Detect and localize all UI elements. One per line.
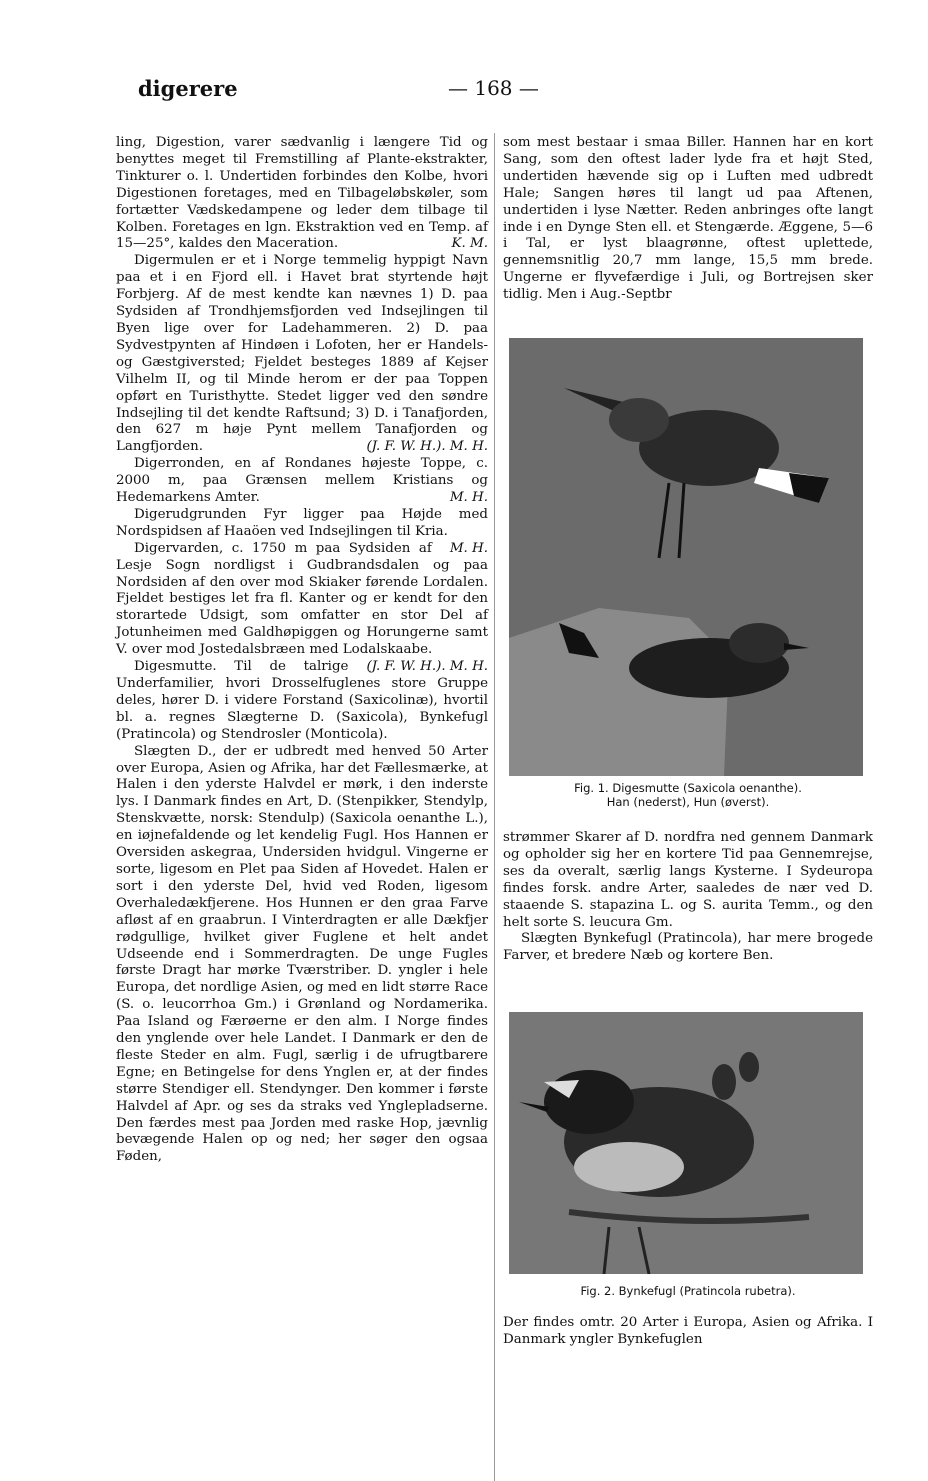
entry-digesmutte-cont: Slægten D., der er udbredt med henved 50 Arter over Europa, Asien og Afrika, har det Fællesmærke, at Halen i den yderste Halvdel er mørk, i den inderste lys. I Danmark findes en Art, D. (Stenpikker, Stendylp, Stenskvætte, norsk: Stendulp) (Saxicola oenanthe L.), en iøjnefaldende og let kendelig Fugl. Hos Hannen er Oversiden askegraa, Undersiden hvidgul. Vingerne er sorte, ligesom en Plet paa Siden af Hovedet. Halen er sort i den yderste Del, hvid ved Roden, ligesom Overhaledækfjerene. Hos Hunnen er den graa Farve afløst af en graabrun. I Vinterdragten er alle Dækfjer rødgullige, hvilket giver Fuglene et helt andet Udseende end i Sommerdragten. De unge Fugles første Dragt har mørke Tværstriber. D. yngler i hele Europa, det nordlige Asien, og med en lidt større Race (S. o. leucorrhoa Gm.) i Grønland og Nordamerika. Paa Island og Færøerne er den alm. I Norge findes den ynglende over hele Landet. I Danmark er den de fleste Steder en alm. Fugl, særlig i de ufrugtbarere Egne; en Betingelse for dens Ynglen er, at der findes større Stendiger ell. Stendynger. Den kommer i første Halvdel af Apr. og ses da straks ved Ynglepladserne. Den færdes mest paa Jorden med raske Hop, jævnlig bevægende Halen op og ned; her søger den ogsaa Føden, [116,743,488,1165]
column-divider [494,133,495,1481]
left-column [116,135,488,1166]
figure-1-caption [503,781,873,809]
entry-digerudgrunden: Digerudgrunden Fyr ligger paa Højde med Nordspidsen af Haaöen ved Indsejlingen til Kria. M. H. [116,506,488,556]
bird-illustration-1 [509,338,863,776]
figure-1-caption-line1: Fig. 1. Digesmutte (Saxicola oenanthe). [574,781,802,795]
right-column-bottom [503,1315,873,1349]
right-para-4: Der findes omtr. 20 Arter i Europa, Asien og Afrika. I Danmark yngler Bynkefuglen [503,1315,873,1347]
right-column [503,135,873,304]
entry-digervarden: Digervarden, c. 1750 m paa Sydsiden af Lesje Sogn nordligst i Gudbrandsdalen og paa Nordsiden af den over mod Skiaker førende Lordalen. Fjeldet bestiges let fra fl. Kanter og er kendt for den storartede Udsigt, som omfatter en stor Del af Jotunheimen med Galdhøpiggen og Horungerne samt V. over mod Jostedalsbræen med Lodalskaabe. (J. F. W. H.). M. H. [116,540,488,675]
entry-digermulen: Digermulen er et i Norge temmelig hyppigt Navn paa et i en Fjord ell. i Havet brat styrtende højt Forbjerg. Af de mest kendte kan nævnes 1) D. paa Sydsiden af Trondhjemsfjorden ved Indsejlingen til Byen lige over for Ladehammeren. 2) D. paa Sydvestpynten af Hindøen i Lofoten, her er Handels- og Gæstgiversted; Fjeldet besteges 1889 af Kejser Vilhelm II, og til Minde herom er der paa Toppen opført en Turisthytte. Stedet ligger ved den søndre Indsejling til det kendte Raftsund; 3) D. i Tanafjorden, den 627 m høje Pynt mellem Tanafjorden og Langfjorden. (J. F. W. H.). M. H. [116,253,488,455]
right-para-1: som mest bestaar i smaa Biller. Hannen har en kort Sang, som den oftest lader lyde fra et højt Sted, undertiden hævende sig op i Luften med udbredt Hale; Sangen høres til langt ud paa Aftenen, undertiden i lyse Nætter. Reden anbringes ofte langt inde i en Dynge Sten ell. et Stengærde. Æggene, 5—6 i Tal, er lyst blaagrønne, oftest uplettede, gennemsnitlig 20,7 mm lange, 15,5 mm brede. Ungerne er flyvefærdige i Juli, og Bortrejsen sker tidlig. Men i Aug.-Septbr [503,135,873,303]
entry-digerronden: Digerronden, en af Rondanes højeste Toppe, c. 2000 m, paa Grænsen mellem Kristians og Hedemarkens Amter. M. H. [116,456,488,506]
bird-illustration-2 [509,1012,863,1274]
figure-2-caption: Fig. 2. Bynkefugl (Pratincola rubetra). [580,1284,796,1298]
right-column-mid [503,830,873,965]
page-header [138,76,868,106]
figure-1-caption-line2: Han (nederst), Hun (øverst). [606,795,770,809]
entry-digesmutte: Digesmutte. Til de talrige Underfamilier, hvori Drosselfuglenes store Gruppe deles, hører D. i videre Forstand (Saxicolinæ), hvortil bl. a. regnes Slægterne D. (Saxicola), Bynkefugl (Pratincola) og Stendrosler (Monticola). [116,659,488,742]
entry-digestion: ling, Digestion, varer sædvanlig i længere Tid og benyttes meget til Fremstilling af Plante-ekstrakter, Tinkturer o. l. Undertiden forbindes den Kolbe, hvori Digestionen foretages, med en Tilbageløbskøler, som fortætter Vædskedampene og leder dem tilbage til Kolben. Foretages en lgn. Ekstraktion ved en Temp. af 15—25°, kaldes den Maceration. K. M. [116,135,488,252]
figure-2-bird [509,1012,863,1274]
right-para-3: Slægten Bynkefugl (Pratincola), har mere brogede Farver, et bredere Næb og kortere Ben. [503,931,873,964]
running-head-word: digerere [138,76,238,101]
right-para-2: strømmer Skarer af D. nordfra ned gennem Danmark og opholder sig her en kortere Tid paa Gennemrejse, ses da overalt, særlig langs Kysterne. I Sydeuropa findes forsk. andre Arter, saaledes de nær ved D. staaende S. stapazina L. og S. aurita Temm., og den helt sorte S. leucura Gm. [503,830,873,930]
figure-1-birds [509,338,863,776]
page-number: — 168 — [448,76,539,100]
